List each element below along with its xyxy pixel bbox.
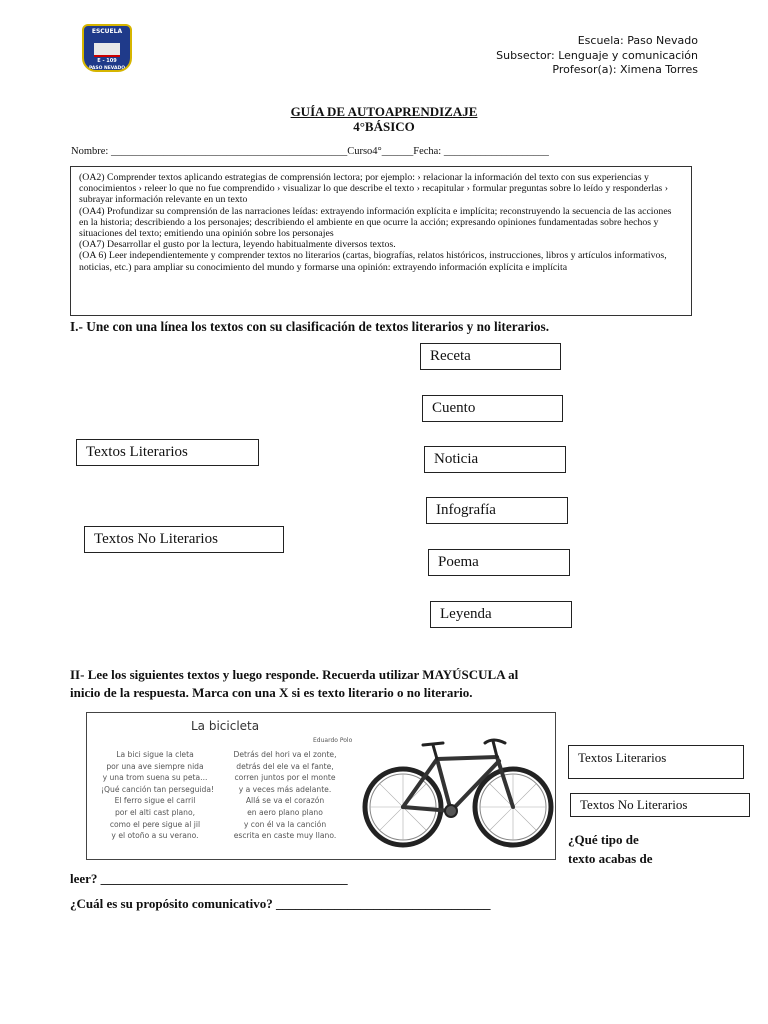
poem-line: escrita en caste muy llano.	[233, 831, 337, 841]
left-box-literary[interactable]: Textos Literarios	[76, 439, 259, 466]
school-name: Escuela: Paso Nevado	[577, 34, 698, 47]
question-type-answer[interactable]: leer? ______________________________________	[70, 871, 348, 886]
option-non-literary-box[interactable]: Textos No Literarios	[570, 793, 750, 817]
right-box-infografia[interactable]: Infografía	[426, 497, 568, 524]
poem-line: por el alti cast plano,	[114, 807, 196, 817]
right-box-leyenda[interactable]: Leyenda	[430, 601, 572, 628]
objectives-box	[70, 166, 692, 316]
poem-line: en aero plano plano	[247, 807, 323, 817]
section-2-instruction-line1: II- Lee los siguientes textos y luego responde. Recuerda utilizar MAYÚSCULA al	[70, 667, 519, 682]
school-info	[496, 34, 698, 78]
question-type-line1: ¿Qué tipo de	[568, 832, 639, 847]
section-2-instruction	[70, 666, 518, 702]
subject-name: Subsector: Lenguaje y comunicación	[496, 48, 698, 62]
right-box-receta[interactable]: Receta	[420, 343, 561, 370]
poem-line: y el otoño a su verano.	[111, 831, 199, 841]
student-info-line[interactable]: Nombre: _____________________________________________Curso4°______Fecha: ____________________	[71, 146, 549, 157]
poem-title: La bicicleta	[191, 719, 260, 733]
question-type-line2: texto acabas de	[568, 851, 653, 866]
poem-line: como el pere sigue al jil	[109, 819, 201, 829]
grade-title: 4°BÁSICO	[353, 119, 415, 134]
objective-oa2: (OA2) Comprender textos aplicando estrategias de comprensión lectora; por ejemplo: › relacionar la información del texto con sus experiencias y conocimientos › releer lo que no fue comprendido › visualizar lo que describe el texto › recapitular › formular preguntas sobre lo leído y responderlas › subrayar información relevante en un texto	[79, 172, 668, 206]
poem-line: detrás del ele va el fante,	[236, 761, 334, 771]
reading-text-image	[86, 712, 556, 860]
poem-stanza-1	[101, 749, 215, 842]
bicycle-illustration	[359, 737, 555, 855]
poem-line: y con él va la canción	[243, 819, 327, 829]
logo-top-text: ESCUELA	[91, 28, 123, 35]
poem-line: La bici sigue la cleta	[116, 750, 194, 759]
poem-line: Detrás del hori va el zonte,	[233, 750, 337, 759]
poem-author: Eduardo Polo	[313, 737, 353, 744]
guide-title: GUÍA DE AUTOAPRENDIZAJE	[290, 104, 478, 119]
objective-oa4: (OA4) Profundizar su comprensión de las narraciones leídas: extrayendo información explícita e implícita; reconstruyendo la secuencia de las acciones en la historia; describiendo a los personajes; describiendo el ambiente en que ocurre la acción; expresando opiniones fundamentadas sobre hechos y situaciones del texto; emitiendo una opinión sobre los personajes	[79, 205, 672, 240]
book-icon	[94, 43, 120, 57]
poem-line: El ferro sigue el carril	[114, 796, 196, 806]
option-literary-box[interactable]: Textos Literarios	[568, 745, 744, 779]
logo-bottom-text	[88, 59, 126, 72]
right-box-cuento[interactable]: Cuento	[422, 395, 563, 422]
right-box-poema[interactable]: Poema	[428, 549, 570, 576]
bike-frame	[403, 757, 513, 811]
poem-line: corren juntos por el monte	[234, 773, 336, 783]
poem-line: y a veces más adelante.	[238, 784, 332, 794]
school-logo	[82, 24, 132, 72]
section-1-instruction: I.- Une con una línea los textos con su clasificación de textos literarios y no literarios.	[70, 319, 550, 334]
poem-line: por una ave siempre nida	[106, 761, 204, 771]
question-purpose[interactable]: ¿Cuál es su propósito comunicativo? _________________________________	[70, 896, 491, 911]
teacher-name: Profesor(a): Ximena Torres	[552, 63, 698, 76]
poem-line: y una trom suena su peta...	[102, 773, 208, 783]
logo-mid-text: E - 109	[97, 58, 117, 64]
poem-line: ¡Qué canción tan perseguida!	[101, 784, 215, 794]
left-box-non-literary[interactable]: Textos No Literarios	[84, 526, 284, 553]
poem-stanza-2	[227, 749, 343, 842]
logo-name-text: PASO NEVADO	[88, 66, 126, 71]
objective-oa7: (OA7) Desarrollar el gusto por la lectura, leyendo habitualmente diversos textos.	[79, 239, 396, 251]
poem-line: Allá se va el corazón	[245, 796, 325, 806]
right-box-noticia[interactable]: Noticia	[424, 446, 566, 473]
objective-oa6: (OA 6) Leer independientemente y comprender textos no literarios (cartas, biografías, relatos históricos, instrucciones, libros y artículos informativos, noticias, etc.) para ampliar su conocimiento del mundo y formarse una opinión: extrayendo información explícita e implícita	[79, 250, 667, 273]
section-2-instruction-line2: inicio de la respuesta. Marca con una X si es texto literario o no literario.	[70, 685, 473, 700]
